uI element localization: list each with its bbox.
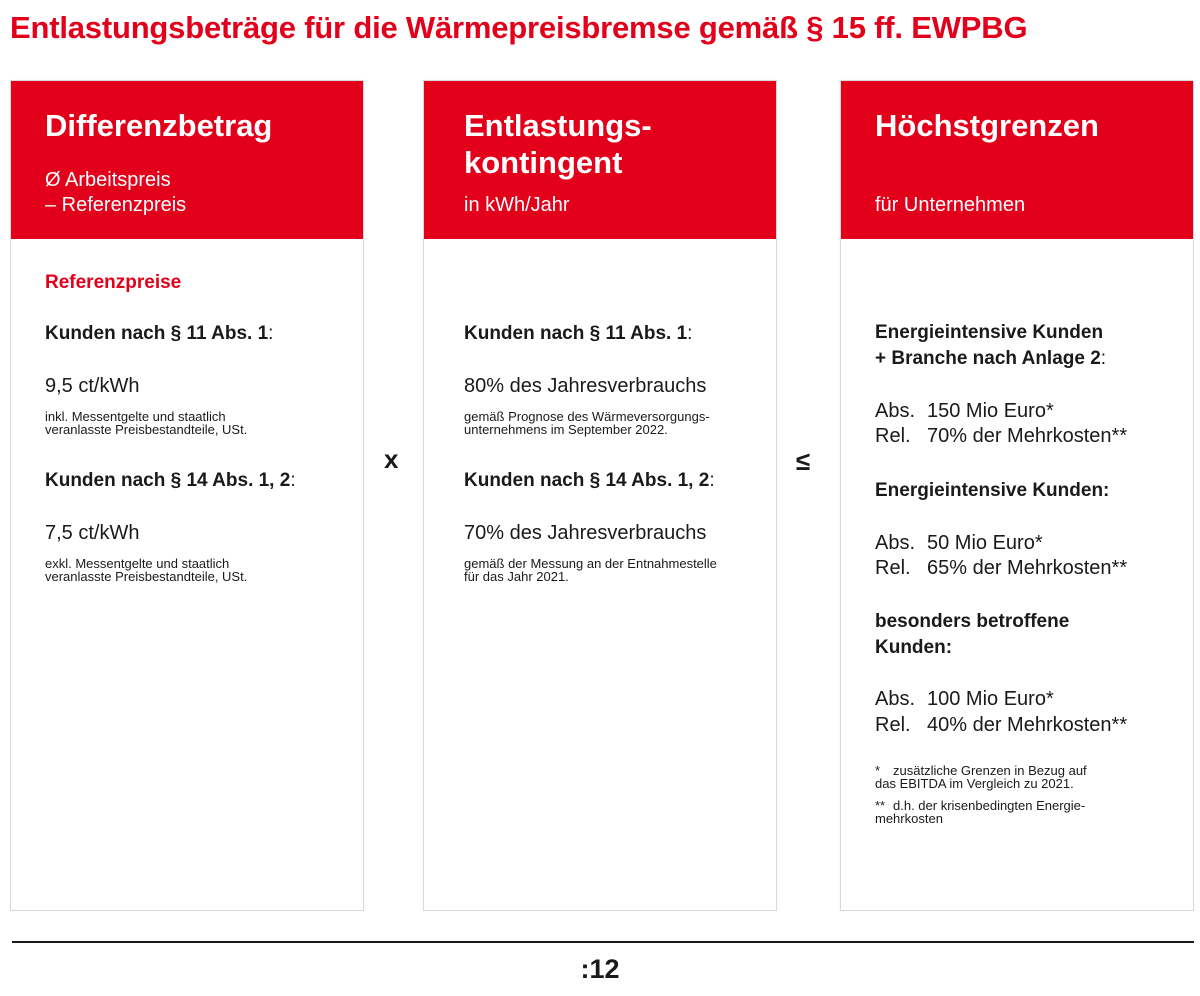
limit-value: 65% der Mehrkosten** (927, 557, 1128, 579)
footnote-text: mehrkosten (875, 811, 943, 826)
limit-value: 100 Mio Euro* (927, 688, 1054, 710)
group-heading-text: Kunden nach § 11 Abs. 1 (464, 323, 688, 344)
card-title: Höchstgrenzen (875, 108, 1099, 143)
footnote-text: das EBITDA im Vergleich zu 2021. (875, 776, 1074, 791)
limit-row (875, 686, 1054, 712)
card-subtitle: Ø Arbeitspreis (45, 169, 171, 191)
group-heading (45, 468, 296, 494)
group-heading: Energieintensive Kunden: (875, 480, 1110, 501)
card-header (841, 81, 1193, 239)
colon: : (1100, 348, 1107, 369)
group-heading-text: Kunden nach § 11 Abs. 1 (45, 323, 269, 344)
multiply-operator: x (384, 444, 399, 474)
group-note: veranlasste Preisbestandteile, USt. (45, 422, 248, 437)
limit-label: Abs. (875, 400, 916, 422)
page-title: Entlastungsbeträge für die Wärmepreisbremse gemäß § 15 ff. EWPBG (10, 10, 1028, 45)
group-value: 80% des Jahresverbrauchs (464, 375, 707, 397)
divider (12, 941, 1194, 943)
group-note: für das Jahr 2021. (464, 569, 569, 584)
group-note: veranlasste Preisbestandteile, USt. (45, 569, 248, 584)
group-heading: Energieintensive Kunden (875, 322, 1104, 343)
group-heading: Kunden: (875, 637, 953, 658)
group-note: gemäß der Messung an der Entnahmestelle (464, 556, 717, 571)
group-heading (464, 468, 715, 494)
group-heading-text: Kunden nach § 14 Abs. 1, 2 (45, 470, 291, 491)
limit-value: 70% der Mehrkosten** (927, 425, 1128, 447)
limit-value: 150 Mio Euro* (927, 400, 1054, 422)
group-value: 9,5 ct/kWh (45, 375, 140, 397)
footnote-text: zusätzliche Grenzen in Bezug auf (893, 763, 1087, 778)
limit-row (875, 555, 1127, 581)
limit-label: Abs. (875, 532, 916, 554)
limit-row (875, 423, 1127, 449)
limit-label: Rel. (875, 425, 911, 447)
group-note: gemäß Prognose des Wärmeversorgungs- (464, 409, 710, 424)
group-heading-text: + Branche nach Anlage 2 (875, 348, 1101, 369)
group-heading (464, 321, 692, 347)
card-subtitle: in kWh/Jahr (464, 194, 570, 216)
page-number: :12 (580, 954, 620, 984)
limit-label: Rel. (875, 714, 911, 736)
card-subtitle: für Unternehmen (875, 194, 1026, 216)
card-differenzbetrag (10, 80, 364, 911)
card-title: kontingent (464, 145, 623, 180)
card-header (11, 81, 363, 239)
group-note: exkl. Messentgelte und staatlich (45, 556, 230, 571)
group-note: unternehmens im September 2022. (464, 422, 668, 437)
group-value: 70% des Jahresverbrauchs (464, 522, 707, 544)
colon: : (268, 323, 274, 344)
limit-label: Abs. (875, 688, 916, 710)
card-header (424, 81, 776, 239)
group-value: 7,5 ct/kWh (45, 522, 140, 544)
limit-label: Rel. (875, 557, 911, 579)
limit-row (875, 398, 1054, 424)
group-heading (875, 346, 1106, 372)
footnote-text: d.h. der krisenbedingten Energie- (893, 798, 1086, 813)
group-heading (45, 321, 273, 347)
footnote-mark: * (875, 763, 881, 778)
colon: : (290, 470, 296, 491)
card-subtitle: – Referenzpreis (45, 194, 187, 216)
card-entlastungskontingent (423, 80, 777, 911)
limit-row (875, 530, 1043, 556)
colon: : (687, 323, 693, 344)
card-hoechstgrenzen (840, 80, 1194, 911)
card-title: Entlastungs- (464, 108, 652, 143)
group-note: inkl. Messentgelte und staatlich (45, 409, 226, 424)
limit-value: 50 Mio Euro* (927, 532, 1043, 554)
group-heading-text: Kunden nach § 14 Abs. 1, 2 (464, 470, 710, 491)
card-title: Differenzbetrag (45, 108, 273, 143)
limit-row (875, 712, 1127, 738)
less-equal-operator: ≤ (796, 446, 811, 476)
section-label: Referenzpreise (45, 272, 182, 293)
group-heading: besonders betroffene (875, 611, 1070, 632)
footnote-mark: ** (875, 798, 886, 813)
colon: : (709, 470, 715, 491)
limit-value: 40% der Mehrkosten** (927, 714, 1128, 736)
